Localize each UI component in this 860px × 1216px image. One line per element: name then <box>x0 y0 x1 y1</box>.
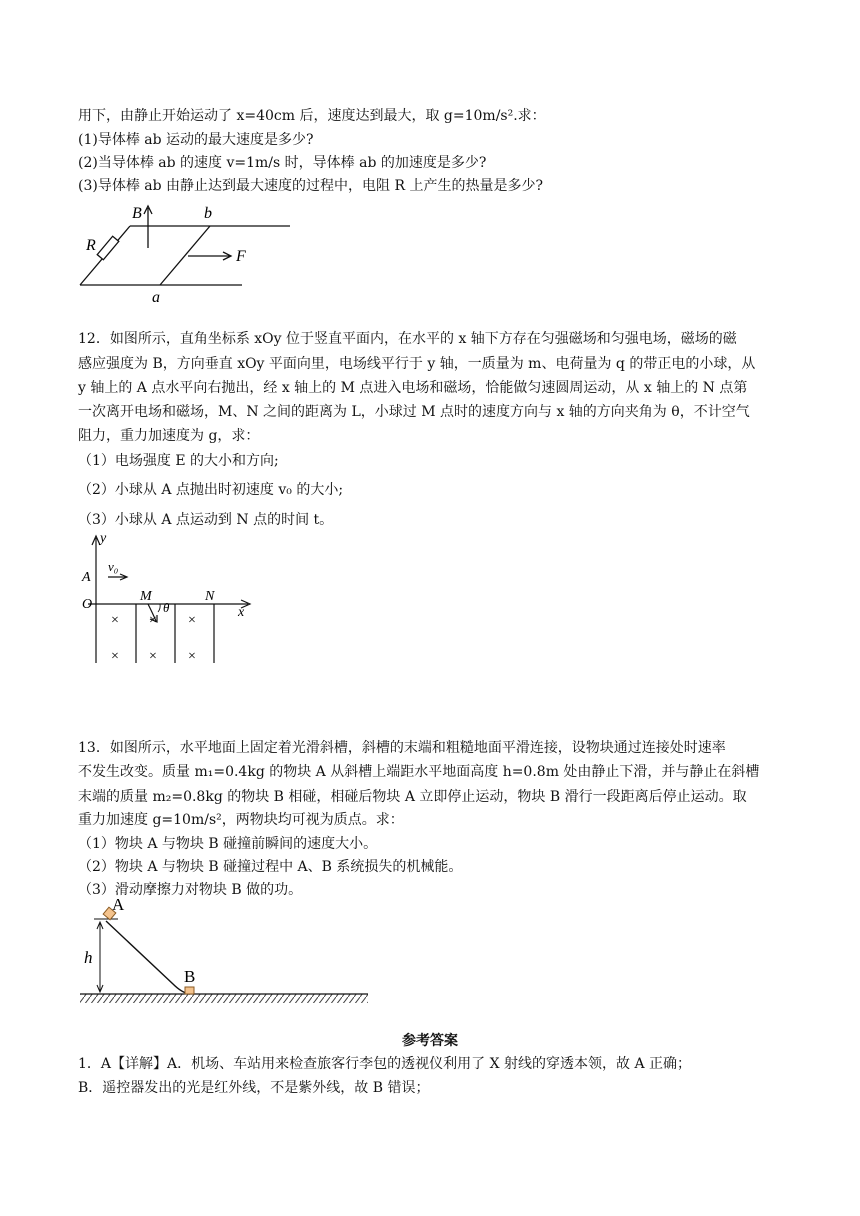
q13-sub-1: （1）物块 A 与物块 B 碰撞前瞬间的速度大小。 <box>78 836 378 852</box>
label-a: a <box>152 289 160 306</box>
q12-line-2: 感应强度为 B，方向垂直 xOy 平面向里，电场线平行于 y 轴，一质量为 m、电荷量为 q 的带正电的小球，从 <box>78 356 756 372</box>
label-M: M <box>140 589 152 604</box>
answers-title: 参考答案 <box>402 1033 458 1049</box>
label-B: B <box>132 205 142 222</box>
q13-sub-2: （2）物块 A 与物块 B 碰撞过程中 A、B 系统损失的机械能。 <box>78 859 463 875</box>
field-cross: × <box>111 613 119 628</box>
label-A: A <box>82 570 91 585</box>
field-cross: × <box>149 613 157 628</box>
label-block-A: A <box>112 895 125 914</box>
q13-line-3: 末端的质量 m₂=0.8kg 的物块 B 相碰，相碰后物块 A 立即停止运动，物块 B 滑行一段距离后停止运动。取 <box>78 789 747 805</box>
label-O: O <box>82 597 93 612</box>
q12-sub-3: （3）小球从 A 点运动到 N 点的时间 t。 <box>78 512 334 528</box>
answer-line-2: B．遥控器发出的光是红外线，不是紫外线，故 B 错误； <box>78 1080 430 1096</box>
label-x: x <box>238 605 245 620</box>
q13-line-1: 13．如图所示，水平地面上固定着光滑斜槽，斜槽的末端和粗糙地面平滑连接，设物块通过连接处时速率 <box>78 740 726 756</box>
q12-line-5: 阻力，重力加速度为 g，求： <box>78 428 260 444</box>
label-block-B: B <box>184 967 196 986</box>
field-cross: × <box>111 649 119 664</box>
field-cross: × <box>149 649 157 664</box>
q13-slope-figure <box>78 893 378 1009</box>
q12-line-4: 一次离开电场和磁场，M、N 之间的距离为 L，小球过 M 点时的速度方向与 x 轴的方向夹角为 θ，不计空气 <box>78 404 750 420</box>
q11-line-1: 用下，由静止开始运动了 x=40cm 后，速度达到最大，取 g=10m/s².求： <box>78 108 546 124</box>
answer-line-1: 1．A【详解】A．机场、车站用来检查旅客行李包的透视仪利用了 X 射线的穿透本领，故 A 正确； <box>78 1056 692 1072</box>
q13-sub-3: （3）滑动摩擦力对物块 B 做的功。 <box>78 882 303 898</box>
label-R: R <box>86 237 96 254</box>
q11-sub-2: (2)当导体棒 ab 的速度 v=1m/s 时，导体棒 ab 的加速度是多少? <box>78 155 487 171</box>
label-y: y <box>100 531 107 546</box>
q12-line-3: y 轴上的 A 点水平向右抛出，经 x 轴上的 M 点进入电场和磁场，恰能做匀速圆周运动，从 x 轴上的 N 点第 <box>78 380 748 396</box>
label-N: N <box>205 589 215 604</box>
field-cross: × <box>188 613 196 628</box>
label-F: F <box>236 248 246 265</box>
q11-sub-1: (1)导体棒 ab 运动的最大速度是多少? <box>78 132 314 148</box>
label-v0: v₀ <box>108 559 119 574</box>
field-cross: × <box>188 649 196 664</box>
q12-line-1: 12．如图所示，直角坐标系 xOy 位于竖直平面内，在水平的 x 轴下方存在匀强磁场和匀强电场，磁场的磁 <box>78 331 737 347</box>
q13-line-2: 不发生改变。质量 m₁=0.4kg 的物块 A 从斜槽上端距水平地面高度 h=0.8m 处由静止下滑，并与静止在斜槽 <box>78 764 760 780</box>
q11-rail-figure <box>70 198 310 308</box>
label-h: h <box>84 948 93 967</box>
q11-sub-3: (3)导体棒 ab 由静止达到最大速度的过程中，电阻 R 上产生的热量是多少? <box>78 178 543 194</box>
q12-sub-2: （2）小球从 A 点抛出时初速度 v₀ 的大小; <box>78 482 344 498</box>
q12-field-figure <box>78 530 258 670</box>
q13-line-4: 重力加速度 g=10m/s²，两物块均可视为质点。求： <box>78 812 404 828</box>
label-b: b <box>204 205 212 222</box>
q12-sub-1: （1）电场强度 E 的大小和方向; <box>78 453 279 469</box>
label-theta: θ <box>163 600 170 615</box>
